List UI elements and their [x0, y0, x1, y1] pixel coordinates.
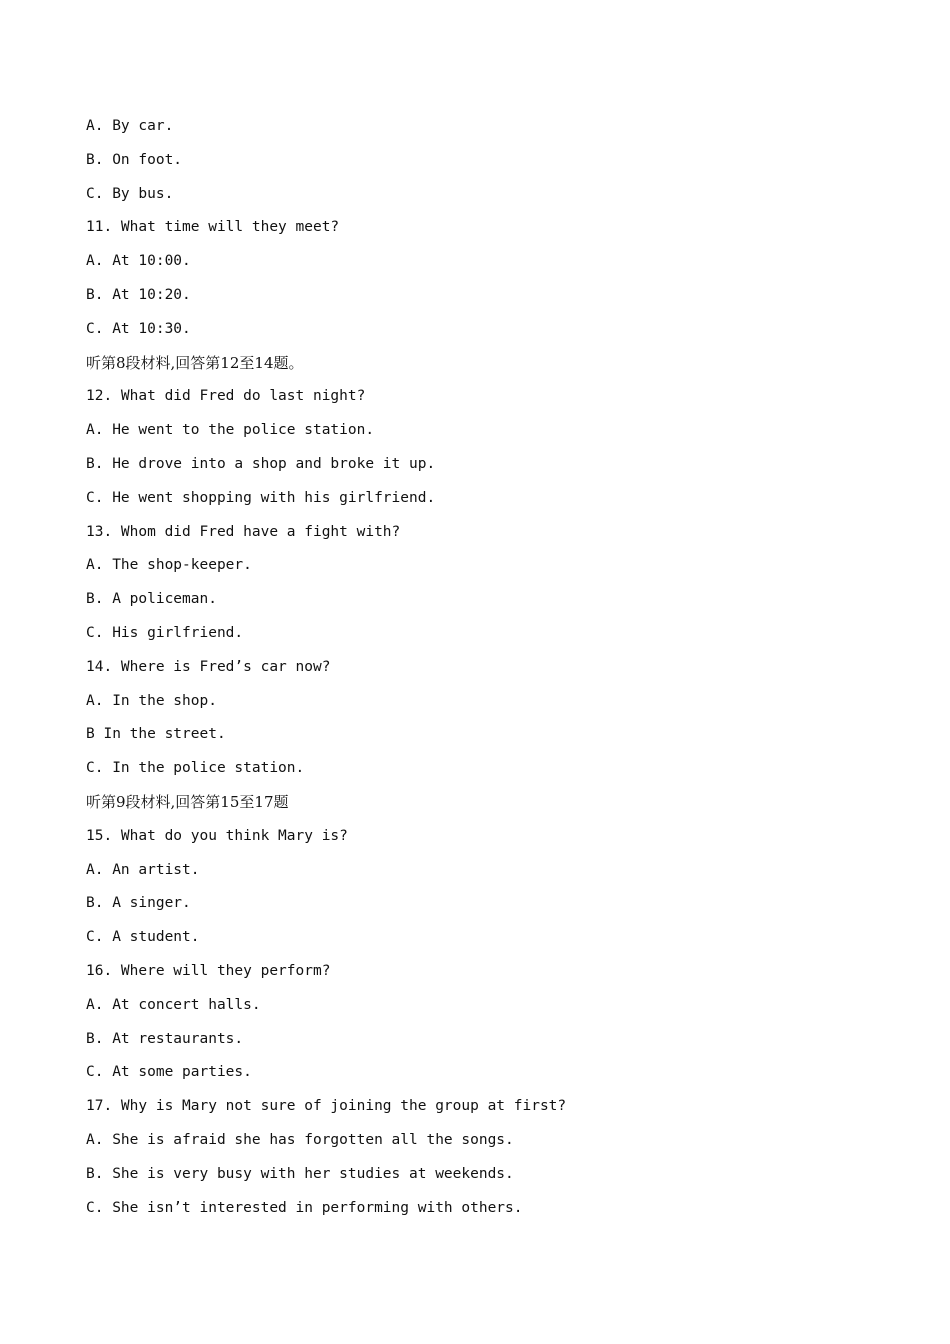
option-14c: C. In the police station.: [86, 760, 305, 777]
option-12a: A. He went to the police station.: [86, 422, 375, 439]
option-10c: C. By bus.: [86, 185, 174, 202]
option-13c: C. His girlfriend.: [86, 624, 244, 641]
section-heading-9: 听第9段材料,回答第15至17题: [86, 792, 289, 811]
option-14b: B In the street.: [86, 726, 226, 743]
option-17a: A. She is afraid she has forgotten all the songs.: [86, 1131, 514, 1148]
option-16a: A. At concert halls.: [86, 996, 261, 1013]
option-10b: B. On foot.: [86, 151, 183, 168]
option-17b: B. She is very busy with her studies at weekends.: [86, 1165, 514, 1182]
option-15c: C. A student.: [86, 929, 200, 946]
option-16b: B. At restaurants.: [86, 1030, 244, 1047]
question-17: 17. Why is Mary not sure of joining the group at first?: [86, 1098, 567, 1115]
option-10a: A. By car.: [86, 118, 174, 134]
option-16c: C. At some parties.: [86, 1064, 252, 1081]
option-13b: B. A policeman.: [86, 591, 217, 608]
option-13a: A. The shop-keeper.: [86, 557, 252, 574]
question-14: 14. Where is Fred’s car now?: [86, 658, 331, 675]
question-15: 15. What do you think Mary is?: [86, 827, 348, 844]
option-12c: C. He went shopping with his girlfriend.: [86, 489, 436, 506]
option-14a: A. In the shop.: [86, 692, 217, 709]
question-11: 11. What time will they meet?: [86, 219, 340, 236]
document-page: [86, 114, 886, 1229]
option-12b: B. He drove into a shop and broke it up.: [86, 455, 436, 472]
option-11a: A. At 10:00.: [86, 253, 191, 270]
question-12: 12. What did Fred do last night?: [86, 388, 366, 405]
option-15b: B. A singer.: [86, 895, 191, 912]
option-15a: A. An artist.: [86, 861, 200, 878]
section-heading-8: 听第8段材料,回答第12至14题。: [86, 353, 304, 372]
option-11b: B. At 10:20.: [86, 286, 191, 303]
option-17c: C. She isn’t interested in performing with others.: [86, 1199, 523, 1216]
option-11c: C. At 10:30.: [86, 320, 191, 337]
question-16: 16. Where will they perform?: [86, 962, 331, 979]
question-13: 13. Whom did Fred have a fight with?: [86, 523, 401, 540]
